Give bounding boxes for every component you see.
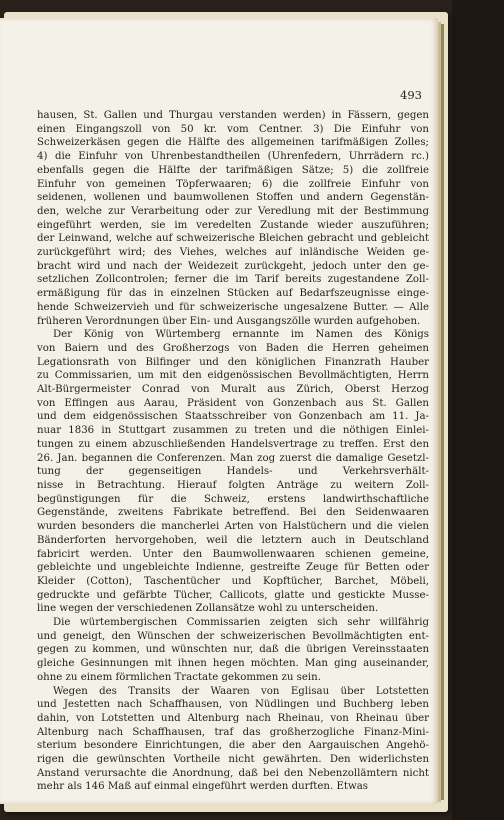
text-line: gegen zu kommen, und wünschten nur, daß die übrigen Vereinsstaaten	[37, 644, 429, 656]
text-line: gedruckte und gefärbte Tücher, Callicots, glatte und gestickte Musse-	[37, 589, 429, 601]
text-line: Altenburg nach Schaffhausen, traf das großherzogliche Finanz-Mini-	[37, 726, 429, 738]
text-line: gebleichte und ungebleichte Indienne, gestreifte Zeuge für Betten oder	[37, 562, 429, 574]
text-line: und Jestetten nach Schaffhausen, von Nüdlingen und Buchberg leben	[37, 699, 429, 711]
text-line: und dem eidgenössischen Staatsschreiber von Gonzenbach am 11. Ja-	[37, 411, 429, 423]
text-line: begünstigungen für die Schweiz, erstens landwirthschaftliche	[37, 493, 429, 505]
text-line: nisse in Betrachtung. Hierauf folgten Anträge zu weitern Zoll-	[37, 479, 429, 491]
text-line: fabricirt werden. Unter den Baumwollenwaaren schienen gemeine,	[37, 548, 429, 560]
text-line: ohne zu einem förmlichen Tractate gekommen zu sein.	[37, 671, 321, 683]
text-line: ebenfalls gegen die Hälfte der tarifmäßigen Sätze; 5) die zollfreie	[37, 164, 429, 176]
text-line: dahin, von Lotstetten und Altenburg nach Rheinau, von Rheinau über	[37, 712, 429, 724]
text-line: ermäßigung für das in einzelnen Stücken auf Bedarfszeugnisse einge-	[37, 288, 429, 300]
text-line: einen Eingangszoll von 50 kr. vom Centner. 3) Die Einfuhr von	[37, 123, 429, 135]
text-line: der Leinwand, welche auf schweizerische Bleichen gebracht und gebleicht	[37, 233, 429, 245]
text-line: 26. Jan. begannen die Conferenzen. Man zog zuerst die damalige Gesetzl-	[37, 452, 429, 464]
text-line: zurückgeführt wird; des Viehes, welches auf inländische Weiden ge-	[37, 247, 429, 259]
body-text	[37, 109, 429, 794]
text-line: den, welche zur Verarbeitung oder zur Veredlung mit der Bestimmung	[37, 205, 429, 217]
text-line: tung der gegenseitigen Handels- und Verkehrsverhält-	[37, 466, 429, 478]
text-line: Einfuhr von gemeinen Töpferwaaren; 6) die zollfreie Einfuhr von	[37, 178, 429, 190]
background-right	[452, 0, 504, 820]
text-line: von Effingen aus Aarau, Präsident von Gonzenbach aus St. Gallen	[37, 397, 429, 409]
text-line: hende Schweizervieh und für schweizerische ungesalzene Butter. — Alle	[37, 301, 429, 313]
text-line: Bänderforten hervorgehoben, weil die letztern auch in Deutschland	[37, 534, 429, 546]
text-line: und geneigt, den Wünschen der schweizerischen Bevollmächtigten ent-	[37, 630, 429, 642]
text-line: eingeführt werden, sie im veredelten Zustande wieder auszuführen;	[37, 219, 429, 231]
text-line: seidenen, wollenen und baumwollenen Stoffen und andern Gegenstän-	[37, 192, 429, 204]
text-line: Alt-Bürgermeister Conrad von Muralt aus Zürich, Oberst Herzog	[37, 384, 429, 396]
page-number: 493	[400, 88, 422, 102]
book-page	[0, 18, 438, 804]
text-line: sterium besondere Einrichtungen, die aber den Aargauischen Angehö-	[37, 740, 429, 752]
text-line: mehr als 146 Maß auf einmal eingeführt werden durften. Etwas	[37, 781, 369, 793]
text-line: Legationsrath von Bilfinger und den königlichen Finanzrath Hauber	[37, 356, 429, 368]
text-line: Der König von Würtemberg ernannte im Namen des Königs	[53, 329, 429, 341]
text-line: hausen, St. Gallen und Thurgau verstanden werden) in Fässern, gegen	[37, 110, 429, 121]
text-line: wurden besonders die mancherlei Arten von Halstüchern und die vielen	[37, 521, 429, 533]
text-line: Schweizerkäsen gegen die Hälfte des allgemeinen tarifmäßigen Zolles;	[37, 137, 429, 149]
text-line: von Baiern und des Großherzogs von Baden die Herren geheimen	[37, 342, 429, 354]
text-line: gleiche Gesinnungen mit ihnen hegen möchten. Man ging auseinander,	[37, 658, 429, 670]
text-line: bracht wird und nach der Weidezeit zurückgeht, jedoch unter den ge-	[37, 260, 429, 272]
text-line: nuar 1836 in Stuttgart zusammen zu treten und die nöthigen Einlei-	[37, 425, 429, 437]
text-line: rigen die gewünschten Vortheile nicht gewährten. Den widerlichsten	[37, 754, 429, 766]
text-line: line wegen der verschiedenen Zollansätze wohl zu unterscheiden.	[37, 603, 379, 615]
text-line: 4) die Einfuhr von Uhrenbestandtheilen (Uhrenfedern, Uhrrädern rc.)	[37, 151, 429, 163]
text-line: Kleider (Cotton), Taschentücher und Kopftücher, Barchet, Möbeli,	[37, 575, 429, 587]
page-edge-shadow	[441, 24, 444, 800]
text-line: tungen zu einem abzuschließenden Handelsvertrage zu treffen. Erst den	[37, 438, 429, 450]
text-line: früheren Verordnungen über Ein- und Ausgangszölle wurden aufgehoben.	[37, 315, 421, 327]
text-line: Die würtembergischen Commissarien zeigten sich sehr willfährig	[53, 617, 429, 629]
text-line: Wegen des Transits der Waaren von Eglisau über Lotstetten	[53, 685, 429, 697]
text-line: Gegenstände, zweitens Fabrikate betreffend. Bei den Seidenwaaren	[37, 507, 429, 519]
text-line: setzlichen Zollcontrolen; ferner die im Tarif bereits zugestandene Zoll-	[37, 274, 429, 286]
text-line: Anstand verursachte die Anordnung, daß bei den Nebenzollämtern nicht	[37, 767, 429, 779]
text-line: zu Commissarien, um mit den eidgenössischen Bevollmächtigten, Herrn	[37, 370, 429, 382]
